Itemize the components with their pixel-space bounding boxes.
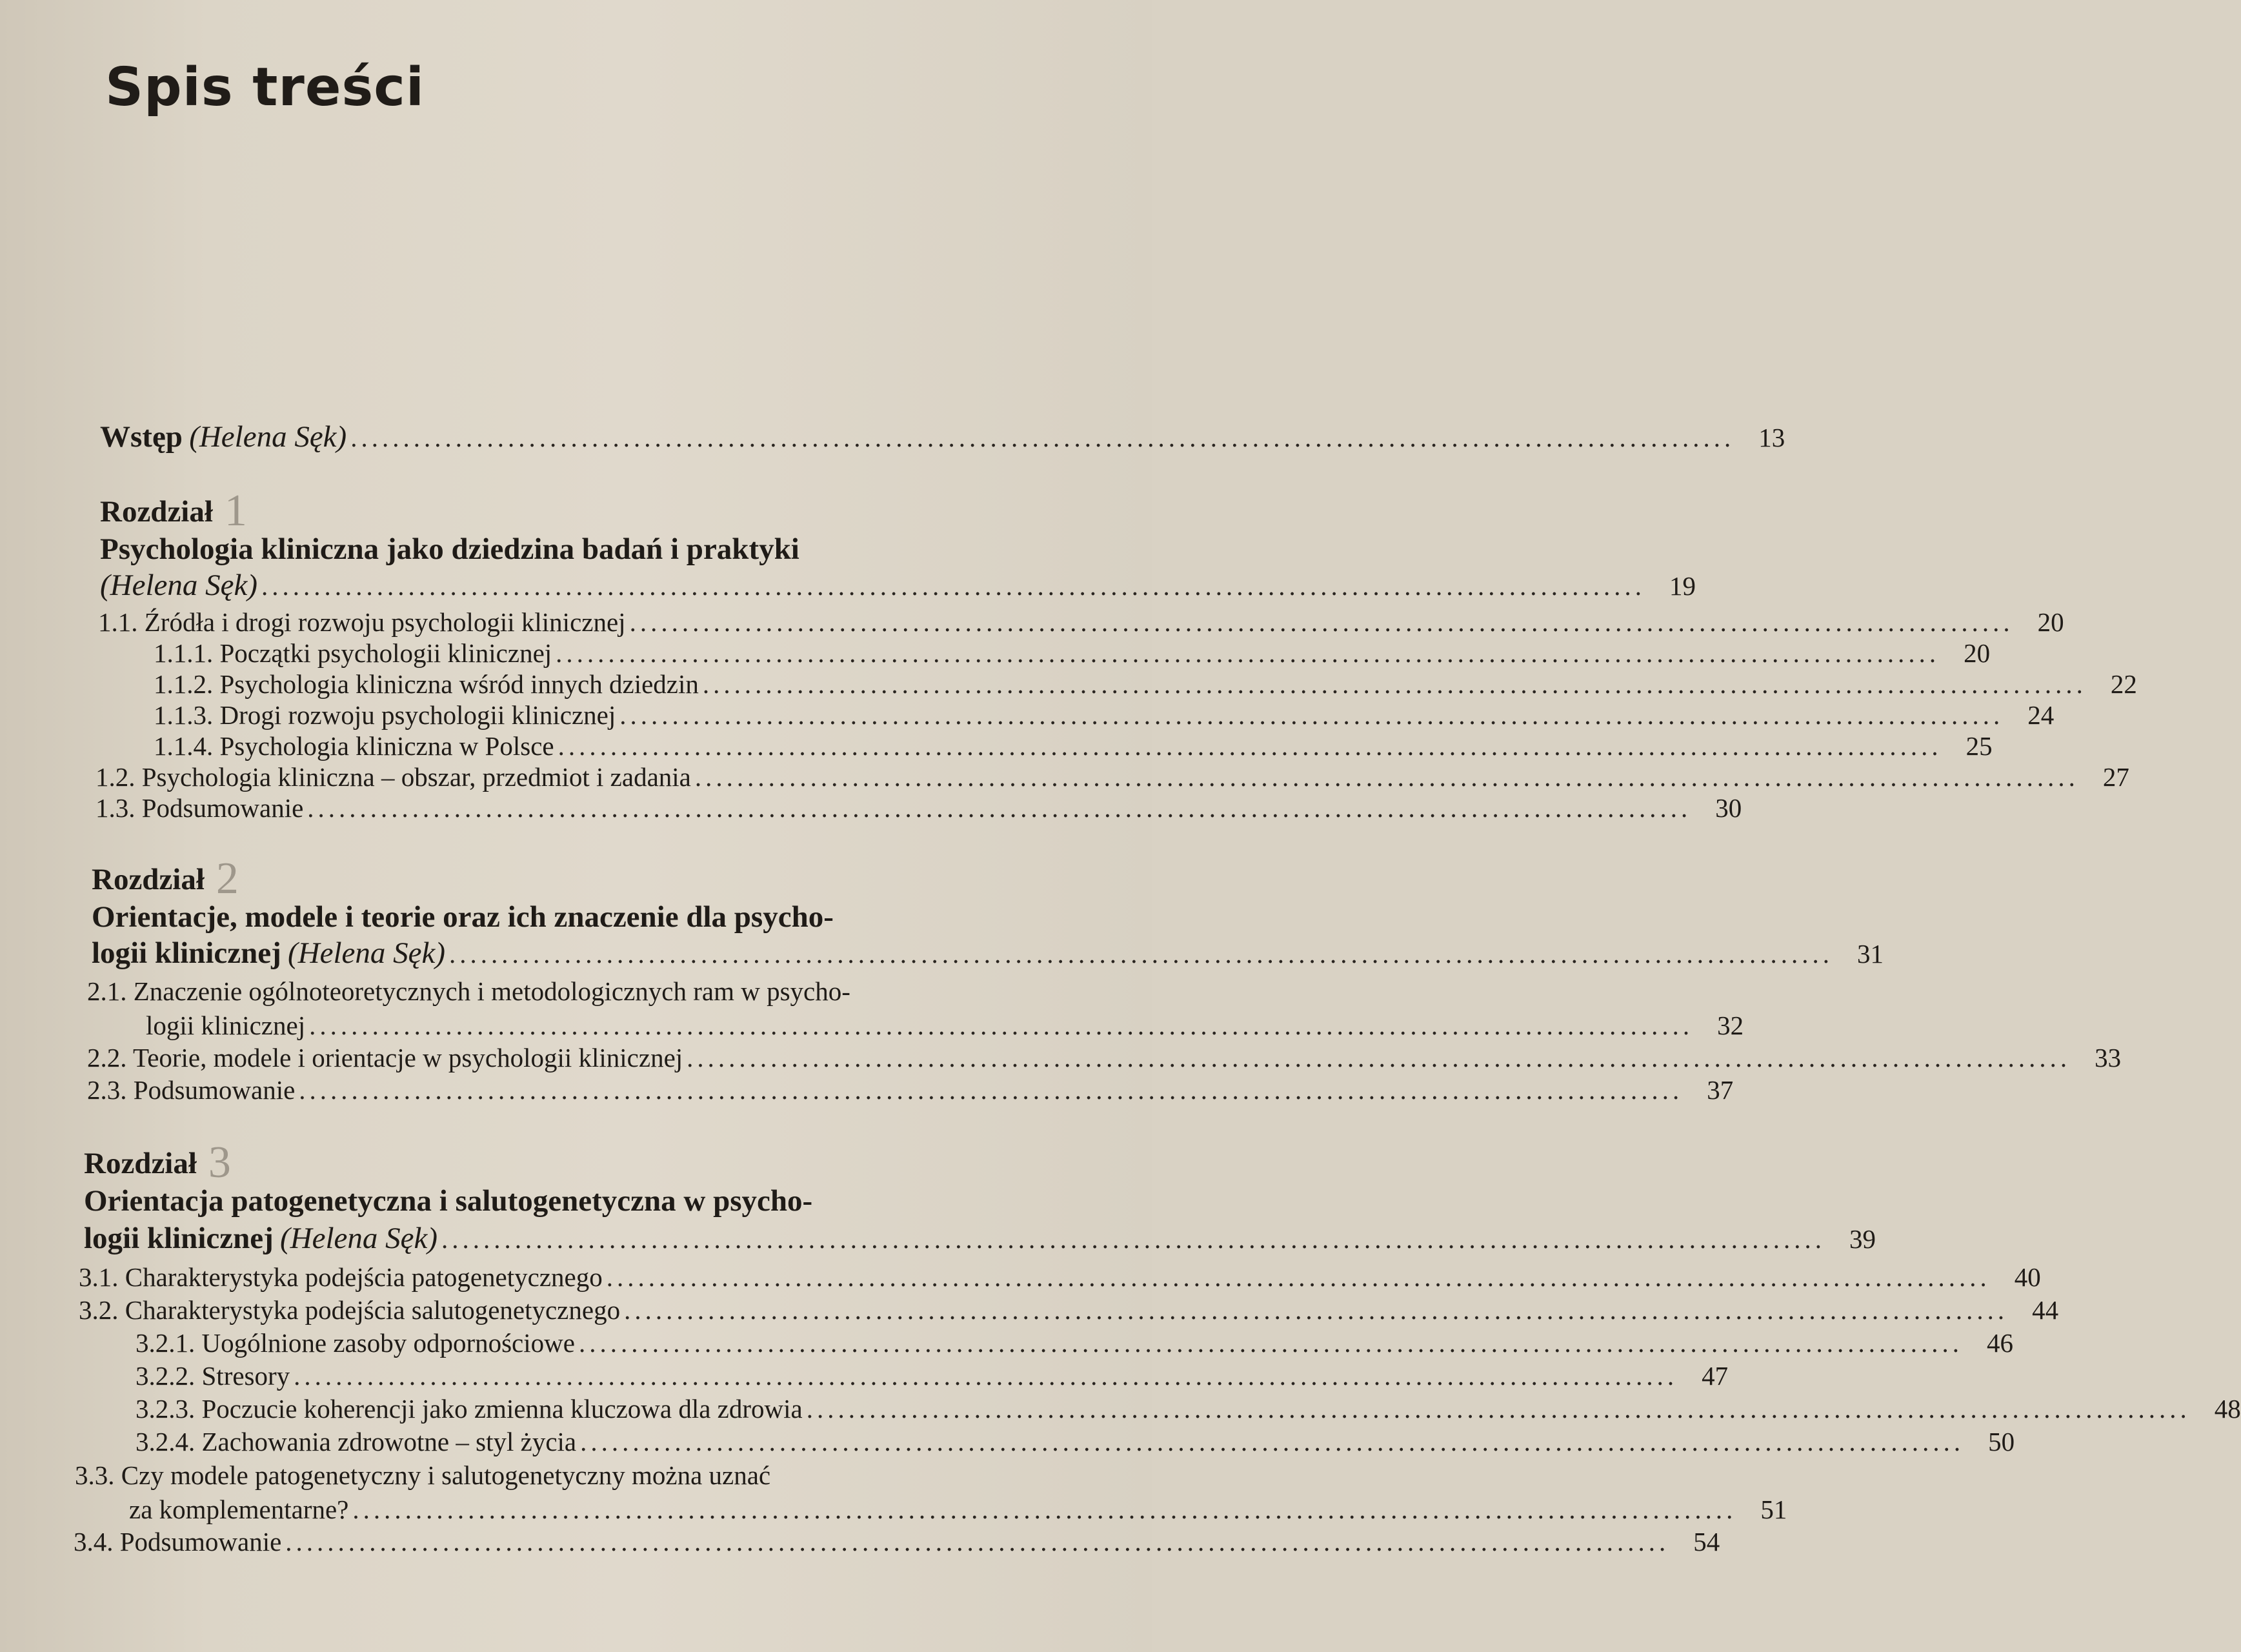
dot-leader: .................................................................................................................................... [606, 1262, 1991, 1292]
dot-leader: .................................................................................................................................... [449, 939, 1833, 969]
chapter-author-line [92, 936, 1884, 971]
toc-entry: 1.1.1. Początki psychologii klinicznej .................................................................................................................................... 20 [154, 638, 1991, 668]
chapter-author-line [84, 1221, 1876, 1256]
chapter-number: 2 [216, 854, 239, 903]
chapter-title: Psychologia kliniczna jako dziedzina badań i praktyki [100, 532, 799, 566]
toc-entry: za komplementarne? .................................................................................................................................... 51 [129, 1495, 1787, 1524]
dot-leader: .................................................................................................................................... [558, 731, 1942, 761]
page-number: 13 [1758, 423, 1785, 452]
toc-entry: 3.2. Charakterystyka podejścia salutogenetycznego .................................................................................................................................... 44 [79, 1295, 2059, 1325]
dot-leader: .................................................................................................................................... [694, 762, 2079, 792]
chapter-title-continued: logii klinicznej [92, 936, 281, 970]
chapter-author-line [100, 568, 1696, 603]
intro-label: Wstęp [100, 420, 183, 454]
toc-entry: 2.3. Podsumowanie .................................................................................................................................... 37 [87, 1075, 1734, 1105]
toc-entry: 1.1.4. Psychologia kliniczna w Polsce .................................................................................................................................... 25 [154, 731, 1993, 761]
dot-leader: .................................................................................................................................... [624, 1295, 2009, 1325]
toc-entry: 1.1.3. Drogi rozwoju psychologii klinicznej .................................................................................................................................... 24 [154, 700, 2055, 730]
toc-entry: 1.3. Podsumowanie .................................................................................................................................... 30 [95, 793, 1742, 823]
chapter-title-continued: logii klinicznej [84, 1222, 274, 1255]
dot-leader: .................................................................................................................................... [307, 793, 1692, 823]
chapter-title: Orientacje, modele i teorie oraz ich znaczenie dla psycho- [92, 900, 834, 934]
dot-leader: .................................................................................................................................... [578, 1328, 1963, 1358]
dot-leader: .................................................................................................................................... [309, 1011, 1694, 1040]
dot-leader: .................................................................................................................................... [619, 700, 2004, 730]
toc-entry-first-line: 3.3. Czy modele patogenetyczny i salutogenetyczny można uznać [75, 1460, 771, 1490]
page-number: 31 [1857, 939, 1884, 969]
toc-entry: 3.4. Podsumowanie .................................................................................................................................... 54 [74, 1527, 1720, 1556]
toc-entry: 3.2.4. Zachowania zdrowotne – styl życia .................................................................................................................................... 50 [136, 1427, 2015, 1456]
page-title: Spis treści [105, 57, 425, 118]
dot-leader: .................................................................................................................................... [261, 571, 1645, 601]
dot-leader: .................................................................................................................................... [350, 423, 1735, 452]
dot-leader: .................................................................................................................................... [556, 638, 1940, 668]
toc-entry: 3.1. Charakterystyka podejścia patogenetycznego .................................................................................................................................... 40 [79, 1262, 2041, 1292]
toc-entry: 1.1. Źródła i drogi rozwoju psychologii klinicznej .................................................................................................................................... 20 [98, 607, 2064, 637]
toc-entry: 2.2. Teorie, modele i orientacje w psychologii klinicznej .................................................................................................................................... 33 [87, 1043, 2122, 1073]
toc-entry-intro [100, 419, 1785, 454]
dot-leader: .................................................................................................................................... [687, 1043, 2071, 1073]
dot-leader: .................................................................................................................................... [702, 669, 2087, 699]
intro-author: (Helena Sęk) [189, 420, 347, 454]
dot-leader: .................................................................................................................................... [580, 1427, 1965, 1456]
toc-entry: 3.2.3. Poczucie koherencji jako zmienna kluczowa dla zdrowia .................................................................................................................................... 48 [136, 1394, 2241, 1424]
chapter-author: (Helena Sęk) [100, 569, 257, 602]
page-number: 19 [1669, 571, 1696, 601]
dot-leader: .................................................................................................................................... [285, 1527, 1670, 1556]
toc-entry-first-line: 2.1. Znaczenie ogólnoteoretycznych i metodologicznych ram w psycho- [87, 976, 850, 1006]
dot-leader: .................................................................................................................................... [294, 1361, 1678, 1391]
dot-leader: .................................................................................................................................... [441, 1224, 1825, 1254]
toc-entry: 1.1.2. Psychologia kliniczna wśród innych dziedzin .................................................................................................................................... 22 [154, 669, 2137, 699]
chapter-author: (Helena Sęk) [280, 1222, 437, 1255]
chapter-number: 3 [208, 1138, 231, 1187]
chapter-title: Orientacja patogenetyczna i salutogenetyczna w psycho- [84, 1184, 813, 1218]
toc-entry: 1.2. Psychologia kliniczna – obszar, przedmiot i zadania .................................................................................................................................... 27 [95, 762, 2129, 792]
toc-entry: logii klinicznej .................................................................................................................................... 32 [146, 1011, 1744, 1040]
toc-entry: 3.2.1. Uogólnione zasoby odpornościowe .................................................................................................................................... 46 [136, 1328, 2013, 1358]
dot-leader: .................................................................................................................................... [352, 1495, 1737, 1524]
dot-leader: .................................................................................................................................... [299, 1075, 1683, 1105]
dot-leader: .................................................................................................................................... [806, 1394, 2191, 1424]
toc-entry: 3.2.2. Stresory .................................................................................................................................... 47 [136, 1361, 1729, 1391]
chapter-label: Rozdział 1 [100, 486, 247, 536]
chapter-author: (Helena Sęk) [288, 936, 445, 970]
chapter-label: Rozdział 2 [92, 854, 239, 903]
chapter-number: 1 [224, 486, 247, 536]
dot-leader: .................................................................................................................................... [629, 607, 2014, 637]
page-number: 39 [1849, 1224, 1876, 1254]
chapter-label: Rozdział 3 [84, 1138, 231, 1187]
